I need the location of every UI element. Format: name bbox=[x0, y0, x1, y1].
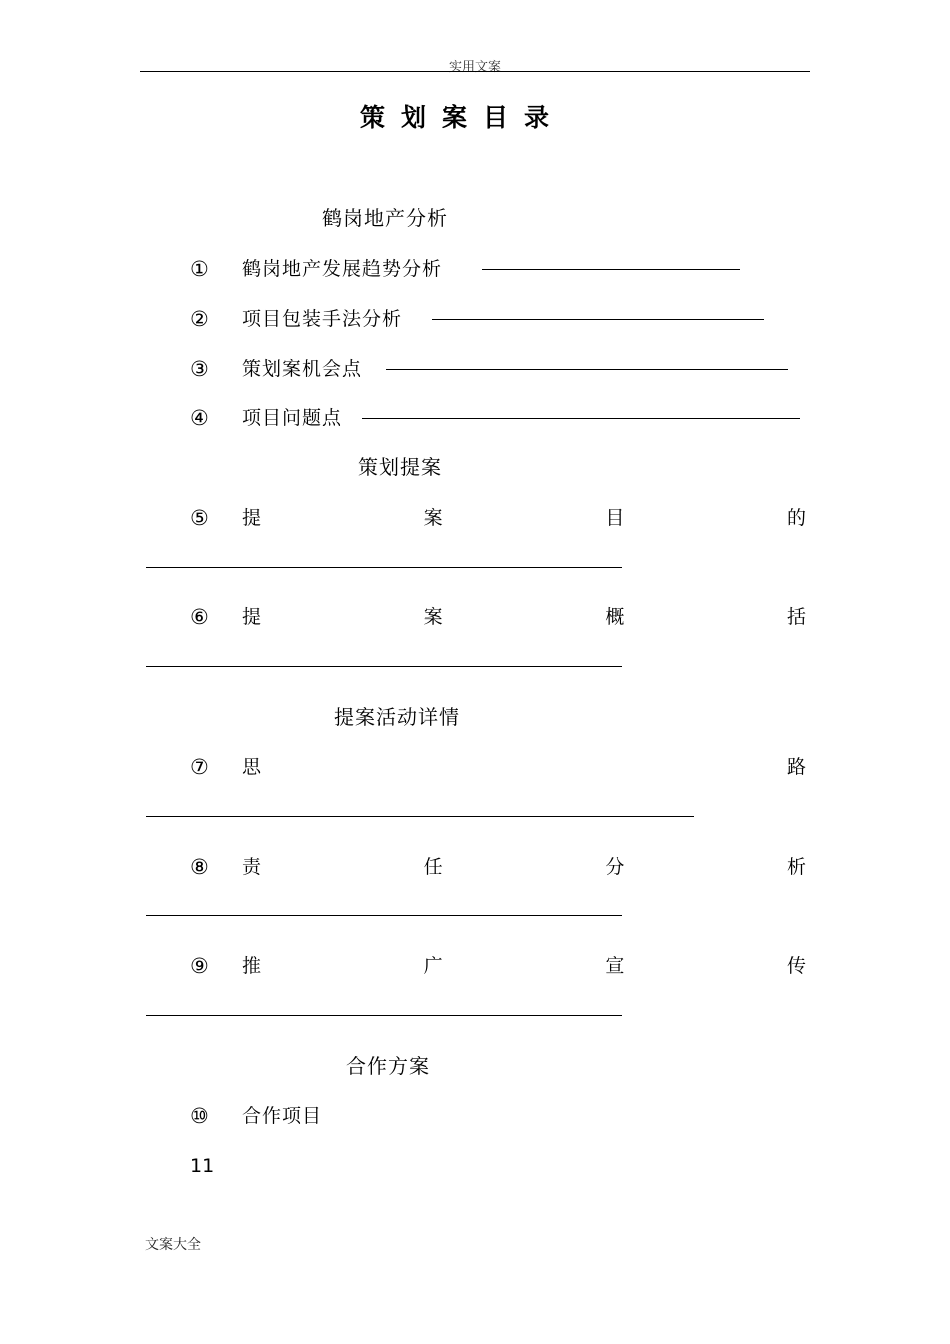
section-heading-cooperation-plan: 合作方案 bbox=[346, 1054, 430, 1078]
toc-entry-char: 的 bbox=[786, 507, 806, 529]
toc-entry-spread bbox=[242, 855, 806, 879]
toc-entry-char: 概 bbox=[605, 606, 625, 628]
toc-entry-char: 目 bbox=[605, 507, 625, 529]
toc-entry-spread bbox=[242, 954, 806, 978]
toc-entry-text: 项目问题点 bbox=[242, 407, 343, 429]
leader-dashes bbox=[146, 915, 622, 916]
item-number: ③ bbox=[190, 357, 209, 381]
toc-entry-char: 传 bbox=[786, 955, 806, 977]
toc-entry-char: 案 bbox=[423, 606, 443, 628]
toc-entry-text: 鹤岗地产发展趋势分析 bbox=[242, 258, 443, 280]
toc-entry-char: 宣 bbox=[605, 955, 625, 977]
toc-entry-char: 推 bbox=[242, 955, 262, 977]
toc-entry-char: 责 bbox=[242, 856, 262, 878]
item-number: ② bbox=[190, 307, 209, 331]
toc-entry-char: 任 bbox=[423, 856, 443, 878]
header-rule bbox=[140, 71, 810, 72]
toc-entry-char: 思 bbox=[242, 756, 262, 778]
page-footer-text: 文案大全 bbox=[145, 1238, 201, 1253]
item-number: ⑦ bbox=[190, 755, 209, 779]
leader-dashes bbox=[386, 369, 788, 370]
page-title: 策划案目录 bbox=[359, 103, 565, 132]
page-header-text: 实用文案 bbox=[448, 59, 501, 74]
leader-dashes bbox=[482, 269, 740, 270]
toc-entry-char: 路 bbox=[786, 756, 806, 778]
toc-entry-char: 广 bbox=[423, 955, 443, 977]
leader-dashes bbox=[362, 418, 800, 419]
section-heading-proposal: 策划提案 bbox=[358, 455, 442, 479]
leader-dashes bbox=[432, 319, 764, 320]
item-number: ⑧ bbox=[190, 855, 209, 879]
toc-entry-char: 提 bbox=[242, 606, 262, 628]
toc-entry-text: 合作项目 bbox=[242, 1105, 323, 1127]
toc-entry-char: 案 bbox=[423, 507, 443, 529]
toc-entry-char: 分 bbox=[605, 856, 625, 878]
toc-entry-char: 括 bbox=[786, 606, 806, 628]
item-number: ① bbox=[190, 257, 209, 281]
leader-dashes bbox=[146, 666, 622, 667]
toc-entry-spread bbox=[242, 506, 806, 530]
toc-entry-char: 提 bbox=[242, 507, 262, 529]
leader-dashes bbox=[146, 567, 622, 568]
item-number: ⑤ bbox=[190, 506, 209, 530]
leader-dashes bbox=[146, 1015, 622, 1016]
toc-entry-text: 项目包装手法分析 bbox=[242, 308, 403, 330]
toc-entry-text: 策划案机会点 bbox=[242, 358, 363, 380]
item-number: ⑥ bbox=[190, 605, 209, 629]
item-number: ⑩ bbox=[190, 1104, 209, 1128]
leader-dashes bbox=[146, 816, 694, 817]
toc-entry-spread bbox=[242, 605, 806, 629]
section-heading-real-estate-analysis: 鹤岗地产分析 bbox=[322, 206, 448, 230]
item-number: ⑨ bbox=[190, 954, 209, 978]
toc-entry-char: 析 bbox=[786, 856, 806, 878]
item-number: 11 bbox=[190, 1155, 215, 1177]
section-heading-activity-details: 提案活动详情 bbox=[334, 705, 460, 729]
item-number: ④ bbox=[190, 406, 209, 430]
toc-entry-spread bbox=[242, 755, 806, 779]
